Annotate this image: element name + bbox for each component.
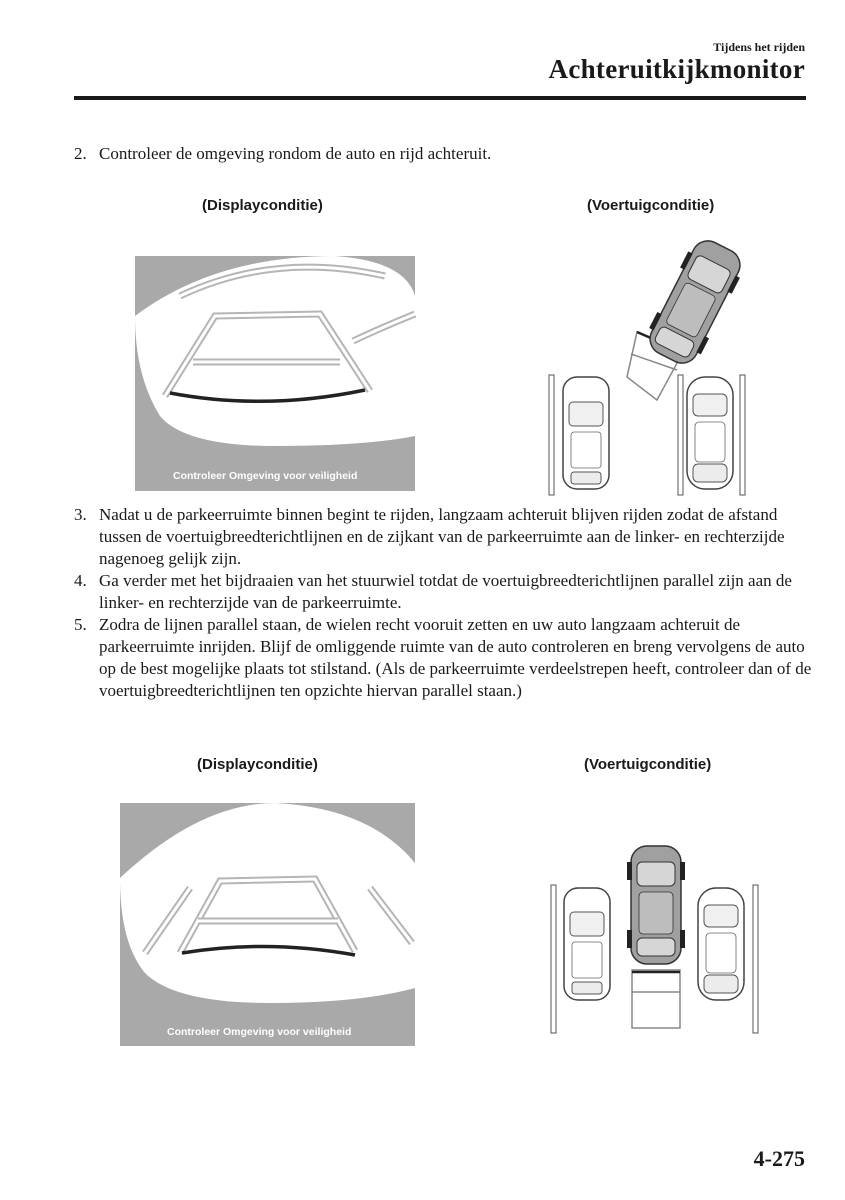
step-text: Ga verder met het bijdraaien van het stuurwiel totdat de voertuigbreedterichtlijnen parallel zijn aan de linker- en rechterzijde van de parkeerruimte. xyxy=(99,571,792,612)
step-list-middle xyxy=(74,504,814,702)
step-item xyxy=(74,143,814,165)
step-number: 5. xyxy=(74,615,87,634)
step-text: Nadat u de parkeerruimte binnen begint te rijden, langzaam achteruit blijven rijden zodat de afstand tussen de voertuigbreedterichtlijnen en de zijkant van de parkeerruimte aan de linker- en rechterzijde nagenoeg gelijk zijn. xyxy=(99,505,785,568)
parked-car-left xyxy=(564,888,610,1000)
figure2-vehicle-caption: (Voertuigconditie) xyxy=(584,756,712,773)
figure2-screen-caption: Controleer Omgeving voor veiligheid xyxy=(167,1026,352,1038)
step-item xyxy=(74,614,814,702)
parked-car-left xyxy=(563,377,609,489)
header-rule xyxy=(74,96,806,100)
step-number: 3. xyxy=(74,505,87,524)
figure1-screen-caption: Controleer Omgeving voor veiligheid xyxy=(173,470,358,482)
parked-car-right xyxy=(687,377,733,489)
parked-car-right xyxy=(698,888,744,1000)
step-text: Controleer de omgeving rondom de auto en rijd achteruit. xyxy=(99,144,492,163)
figure1-display-caption: (Displayconditie) xyxy=(202,197,323,214)
figure2-display-screen xyxy=(120,803,415,1046)
reversing-car xyxy=(641,234,749,371)
section-title: Tijdens het rijden xyxy=(713,40,805,54)
step-number: 2. xyxy=(74,144,87,163)
page-title: Achteruitkijkmonitor xyxy=(548,54,805,84)
figure2-display-caption: (Displayconditie) xyxy=(197,756,318,773)
figure2-vehicle-diagram xyxy=(548,840,763,1040)
page-number: 4-275 xyxy=(753,1146,805,1171)
step-item xyxy=(74,504,814,570)
step-item xyxy=(74,570,814,614)
figure1-vehicle-diagram xyxy=(545,232,755,497)
figure1-display-screen xyxy=(135,256,415,491)
reversing-car xyxy=(627,846,685,964)
step-list-top xyxy=(74,143,814,165)
figure1-vehicle-caption: (Voertuigconditie) xyxy=(587,197,715,214)
step-number: 4. xyxy=(74,571,87,590)
step-text: Zodra de lijnen parallel staan, de wielen recht vooruit zetten en uw auto langzaam achteruit de parkeerruimte inrijden. Blijf de omliggende ruimte van de auto controleren en breng vervolgens de auto op de best mogelijke plaats tot stilstand. (Als de parkeerruimte verdeelstrepen heeft, controleer dan of de voertuigbreedterichtlijnen ten opzichte hiervan parallel staan.) xyxy=(99,615,812,700)
